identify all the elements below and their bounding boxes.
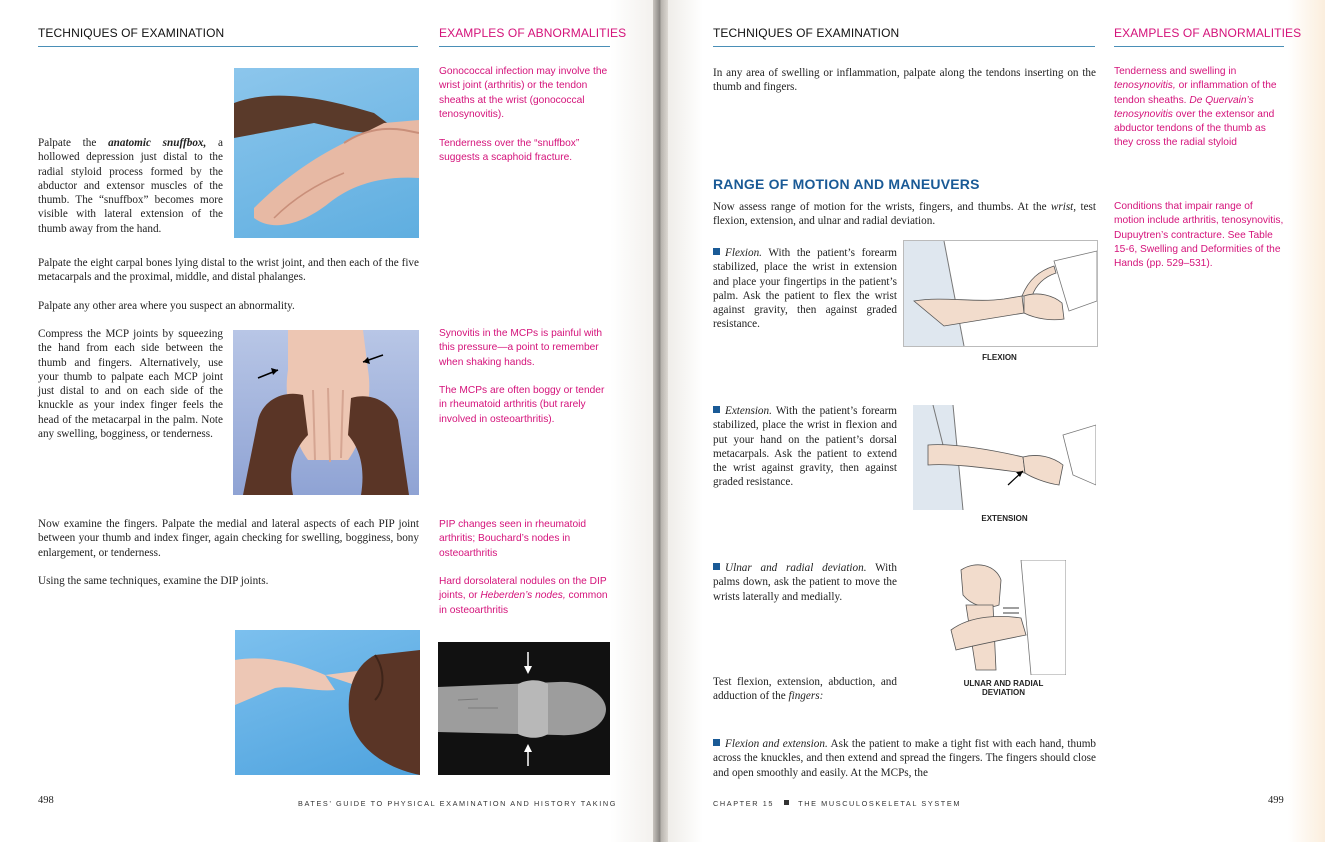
running-footer: BATES’ GUIDE TO PHYSICAL EXAMINATION AND HISTORY TAKING bbox=[298, 799, 617, 808]
header-abnormalities: EXAMPLES OF ABNORMALITIES bbox=[439, 26, 627, 40]
section-title: RANGE OF MOTION AND MANEUVERS bbox=[713, 176, 980, 192]
synovitis-note: Synovitis in the MCPs is painful with this pressure—a point to remember when shaking hands. bbox=[439, 328, 603, 368]
bullet-icon bbox=[713, 563, 720, 570]
header-rule bbox=[1114, 46, 1284, 47]
flex-ext-fingers-paragraph: Flexion and extension. Ask the patient to make a tight fist with each hand, thumb across the knuckles, and then extend and spread the fingers. The fingers should close and open smoothly and easily. At the MCPs, the bbox=[713, 738, 1096, 779]
bullet-icon bbox=[713, 406, 720, 413]
deviation-paragraph: Ulnar and radial deviation. With palms down, ask the patient to move the wrists laterally and medially. bbox=[713, 562, 897, 603]
fingers-paragraph: Now examine the fingers. Palpate the medial and lateral aspects of each PIP joint between your thumb and index finger, again checking for swelling, bogginess, bony enlargement, or tenderness. bbox=[38, 518, 419, 559]
snuffbox-photo bbox=[234, 68, 419, 238]
carpal-paragraph: Palpate the eight carpal bones lying distal to the wrist joint, and then each of the five metacarpals and the proximal, middle, and distal phalanges. bbox=[38, 257, 419, 284]
scaphoid-note: Tenderness over the “snuffbox” suggests a scaphoid fracture. bbox=[439, 138, 580, 164]
pip-note: PIP changes seen in rheumatoid arthritis; Bouchard’s nodes in osteoarthritis bbox=[439, 519, 587, 559]
gonococcal-note: Gonococcal infection may involve the wrist joint (arthritis) or the tendon sheaths at the wrist (gonococcal tenosynovitis). bbox=[439, 66, 608, 120]
heberden-node-photo bbox=[438, 642, 610, 775]
extension-paragraph: Extension. With the patient’s forearm stabilized, place the wrist in flexion and put your hand on the patient’s dorsal metacarpals. Ask the patient to extend the wrist against gravity, then against graded resistance. bbox=[713, 405, 897, 489]
flexion-paragraph: Flexion. With the patient’s forearm stabilized, place the wrist in extension and place your fingertips in the patient’s palm. Ask the patient to flex the wrist against gravity, then against graded resistance. bbox=[713, 247, 897, 331]
header-techniques: TECHNIQUES OF EXAMINATION bbox=[38, 26, 225, 40]
dip-palpation-photo bbox=[235, 630, 420, 775]
mcp-compression-photo bbox=[233, 330, 419, 495]
right-page bbox=[668, 0, 1325, 842]
left-page bbox=[0, 0, 653, 842]
deviation-illustration bbox=[941, 560, 1066, 675]
chapter-footer: CHAPTER 15 THE MUSCULOSKELETAL SYSTEM bbox=[713, 799, 961, 808]
fingers-test-paragraph: Test flexion, extension, abduction, and adduction of the fingers: bbox=[713, 676, 897, 703]
book-gutter bbox=[653, 0, 668, 842]
header-abnormalities: EXAMPLES OF ABNORMALITIES bbox=[1114, 26, 1302, 40]
tenosynovitis-note: Tenderness and swelling in tenosynovitis, or inflammation of the tendon sheaths. De Quervain’s tenosynovitis over the extensor and abductor tendons of the thumb as they cross the radial styloid bbox=[1114, 66, 1277, 149]
rom-intro-paragraph: Now assess range of motion for the wrists, fingers, and thumbs. At the wrist, test flexion, extension, and ulnar and radial deviation. bbox=[713, 201, 1096, 228]
deviation-caption-line: DEVIATION bbox=[982, 688, 1025, 697]
conditions-note: Conditions that impair range of motion include arthritis, tenosynovitis, Dupuytren’s contracture. See Table 15-6, Swelling and Deformities of the Hands (pp. 529–531). bbox=[1114, 201, 1284, 270]
deviation-caption bbox=[941, 679, 1066, 697]
flexion-illustration bbox=[903, 240, 1098, 347]
other-area-paragraph: Palpate any other area where you suspect an abnormality. bbox=[38, 300, 295, 312]
header-rule bbox=[38, 46, 418, 47]
flexion-caption: FLEXION bbox=[982, 353, 1017, 362]
extension-caption: EXTENSION bbox=[981, 514, 1028, 523]
bullet-icon bbox=[713, 739, 720, 746]
heberden-note: Hard dorsolateral nodules on the DIP joints, or Heberden’s nodes, common in osteoarthritis bbox=[439, 576, 608, 616]
page-number: 498 bbox=[38, 795, 54, 806]
mcp-paragraph: Compress the MCP joints by squeezing the hand from each side between the thumb and fingers. Alternatively, use your thumb to palpate each MCP joint just distal to and on each side of the knuckle as your index finger feels the head of the metacarpal in the palm. Note any swelling, bogginess, or tenderness. bbox=[38, 328, 223, 441]
header-rule bbox=[713, 46, 1095, 47]
dip-paragraph: Using the same techniques, examine the DIP joints. bbox=[38, 575, 269, 587]
tendons-paragraph: In any area of swelling or inflammation, palpate along the tendons inserting on the thumb and fingers. bbox=[713, 67, 1096, 94]
snuffbox-paragraph: Palpate the anatomic snuffbox, a hollowed depression just distal to the radial styloid process formed by the abductor and extensor muscles of the thumb. The “snuffbox” becomes more visible with lateral extension of the thumb away from the hand. bbox=[38, 137, 224, 235]
extension-illustration bbox=[913, 405, 1096, 510]
footer-square-icon bbox=[784, 800, 789, 805]
page-number: 499 bbox=[1268, 795, 1284, 806]
deviation-caption-line: ULNAR AND RADIAL bbox=[963, 679, 1044, 688]
boggy-note: The MCPs are often boggy or tender in rheumatoid arthritis (but rarely involved in osteoarthritis). bbox=[439, 385, 605, 425]
bullet-icon bbox=[713, 248, 720, 255]
header-rule bbox=[439, 46, 610, 47]
header-techniques: TECHNIQUES OF EXAMINATION bbox=[713, 26, 900, 40]
